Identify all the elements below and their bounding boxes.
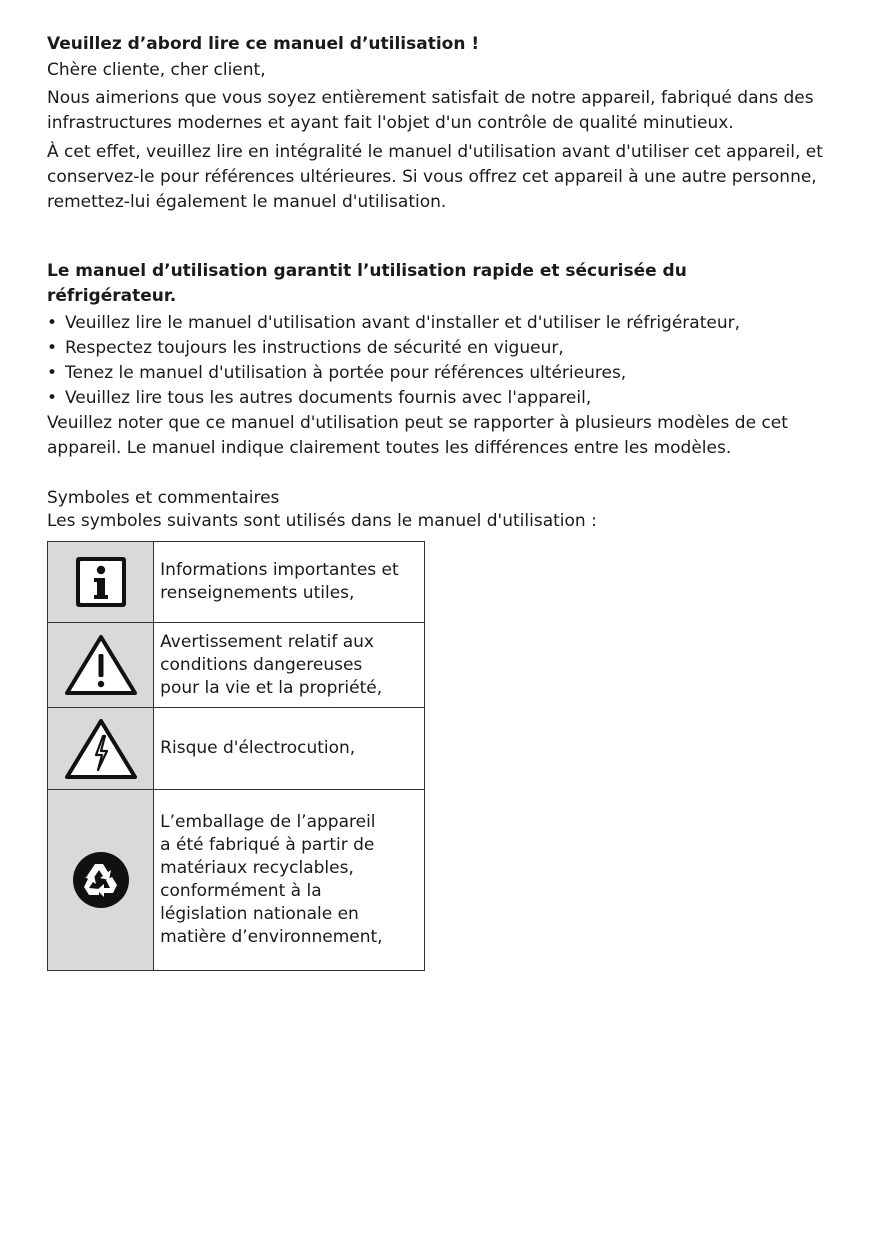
intro-title: Veuillez d’abord lire ce manuel d’utilisation ! bbox=[47, 34, 480, 54]
table-row bbox=[48, 708, 425, 790]
table-row bbox=[48, 542, 425, 623]
symbol-icon-cell bbox=[48, 623, 154, 708]
symbol-icon-cell bbox=[48, 542, 154, 623]
greeting: Chère cliente, cher client, bbox=[47, 60, 266, 80]
manual-page bbox=[47, 33, 827, 971]
symbol-description: Informations importantes et renseignements utiles, bbox=[154, 542, 425, 623]
list-item: • Veuillez lire le manuel d'utilisation avant d'installer et d'utiliser le réfrigérateur, bbox=[47, 311, 827, 336]
intro-paragraph-2: À cet effet, veuillez lire en intégralité le manuel d'utilisation avant d'utiliser cet appareil, et conservez-le pour références ultérieures. Si vous offrez cet appareil à une autre personne, remettez-lui également le manuel d'utilisation. bbox=[47, 142, 823, 212]
symbol-icon-cell bbox=[48, 790, 154, 971]
symbols-table bbox=[47, 541, 425, 971]
symbol-description: Risque d'électrocution, bbox=[154, 708, 425, 790]
guarantee-bullet-list bbox=[47, 311, 827, 411]
list-item: • Tenez le manuel d'utilisation à portée pour références ultérieures, bbox=[47, 361, 827, 386]
symbols-intro: Les symboles suivants sont utilisés dans le manuel d'utilisation : bbox=[47, 511, 597, 531]
symbols-heading: Symboles et commentaires bbox=[47, 488, 280, 508]
intro-paragraph-1: Nous aimerions que vous soyez entièrement satisfait de notre appareil, fabriqué dans des infrastructures modernes et ayant fait l'objet d'un contrôle de qualité minutieux. bbox=[47, 88, 814, 133]
symbol-description: L’emballage de l’appareil a été fabriqué à partir de matériaux recyclables, conformément à la législation nationale en matière d’environnement, bbox=[154, 790, 425, 971]
electric-shock-icon bbox=[65, 718, 137, 780]
symbol-description: Avertissement relatif aux conditions dangereuses pour la vie et la propriété, bbox=[154, 623, 425, 708]
table-row bbox=[48, 623, 425, 708]
list-item: • Respectez toujours les instructions de sécurité en vigueur, bbox=[47, 336, 827, 361]
warning-icon bbox=[65, 634, 137, 696]
table-row bbox=[48, 790, 425, 971]
models-note: Veuillez noter que ce manuel d'utilisation peut se rapporter à plusieurs modèles de cet appareil. Le manuel indique clairement toutes les différences entre les modèles. bbox=[47, 413, 788, 458]
list-item: • Veuillez lire tous les autres documents fournis avec l'appareil, bbox=[47, 386, 827, 411]
guarantee-title: Le manuel d’utilisation garantit l’utilisation rapide et sécurisée du réfrigérateur. bbox=[47, 261, 687, 306]
symbol-icon-cell bbox=[48, 708, 154, 790]
recycle-icon bbox=[72, 851, 130, 909]
info-icon bbox=[75, 556, 127, 608]
